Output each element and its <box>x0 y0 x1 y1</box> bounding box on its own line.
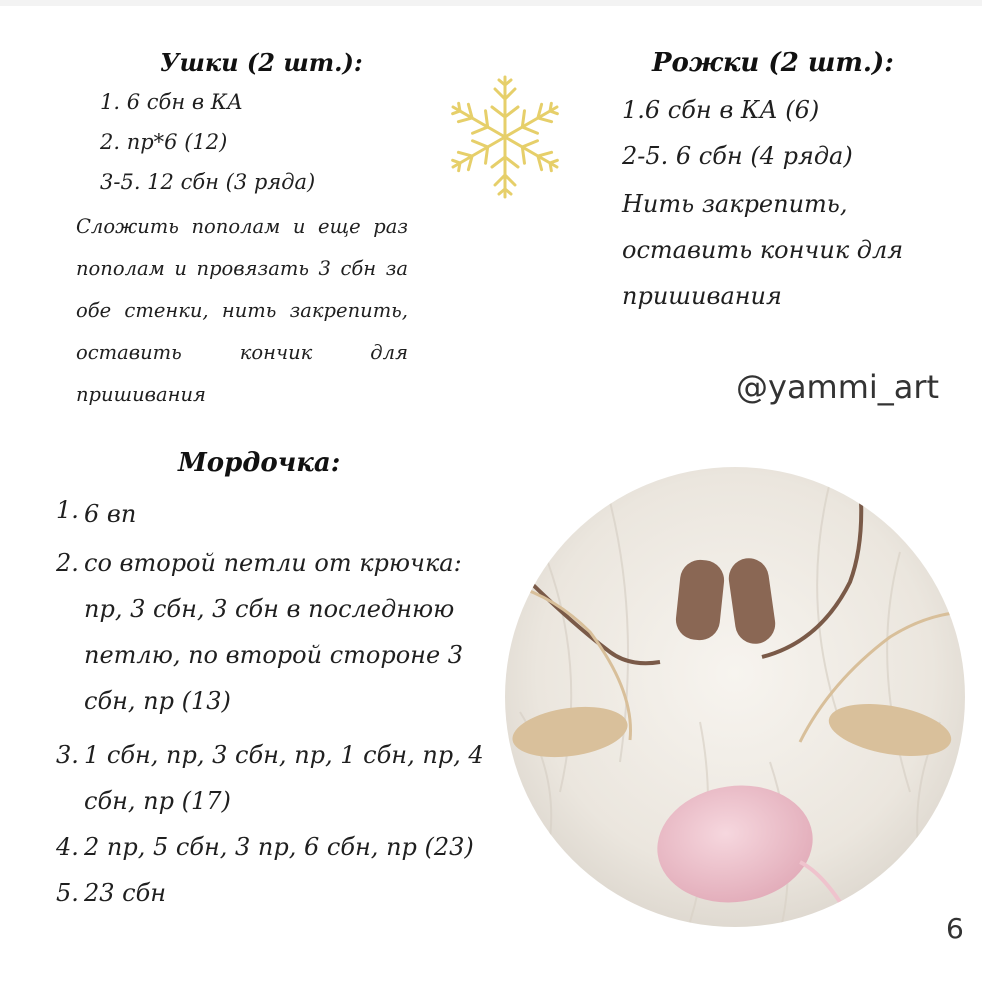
list-item <box>56 870 496 916</box>
item-text: 23 сбн <box>84 879 167 907</box>
list-item <box>56 732 496 824</box>
item-number: 3. <box>56 741 79 769</box>
horns-title: Рожки (2 шт.): <box>652 48 894 78</box>
item-number: 5. <box>56 879 79 907</box>
crochet-parts-photo <box>500 462 970 932</box>
item-text: 1 сбн, пр, 3 сбн, пр, 1 сбн, пр, 4 <box>84 741 484 769</box>
horns-note-1: Нить закрепить, <box>622 190 848 218</box>
ears-step-2: 2. пр*6 (12) <box>100 130 228 154</box>
list-item <box>56 824 496 870</box>
muzzle-title: Мордочка: <box>178 448 341 478</box>
item-text: сбн, пр (17) <box>84 787 231 815</box>
item-text: 6 вп <box>84 500 137 528</box>
ears-title: Ушки (2 шт.): <box>160 48 363 77</box>
page-number: 6 <box>946 912 964 945</box>
item-text: 2 пр, 5 сбн, 3 пр, 6 сбн, пр (23) <box>84 833 474 861</box>
muzzle-steps <box>56 496 496 916</box>
ears-step-1: 1. 6 сбн в КА <box>100 90 243 114</box>
item-number: 2. <box>56 549 79 577</box>
item-text: петлю, по второй стороне 3 <box>84 641 464 669</box>
top-border <box>0 0 982 6</box>
horns-step-2: 2-5. 6 сбн (4 ряда) <box>622 142 853 170</box>
item-text: со второй петли от крючка: <box>84 549 462 577</box>
item-text: пр, 3 сбн, 3 сбн в последнюю <box>84 595 455 623</box>
horns-step-1: 1.6 сбн в КА (6) <box>622 96 820 124</box>
list-item <box>56 540 496 724</box>
item-text: сбн, пр (13) <box>84 687 231 715</box>
list-item <box>56 496 496 532</box>
snowflake-icon <box>430 72 580 202</box>
item-number: 4. <box>56 833 79 861</box>
ears-note: Сложить пополам и еще раз пополам и провязать 3 сбн за обе стенки, нить закрепить, оставить кончик для пришивания <box>76 215 408 406</box>
horns-note-2: оставить кончик для <box>622 236 904 264</box>
author-handle: @yammi_art <box>736 368 940 406</box>
ears-step-3: 3-5. 12 сбн (3 ряда) <box>100 170 316 194</box>
horns-note-3: пришивания <box>622 282 782 310</box>
item-number: 1. <box>56 496 79 524</box>
